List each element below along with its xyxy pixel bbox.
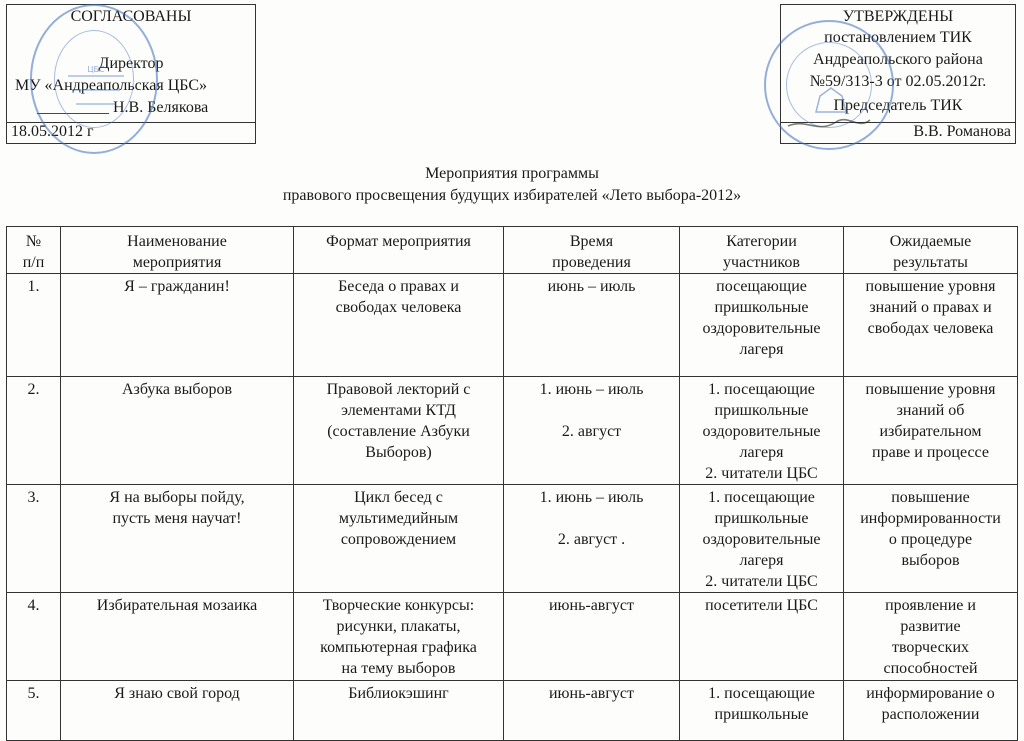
cell-number: 2. bbox=[7, 377, 61, 485]
cell-format: Цикл бесед с мультимедийным сопровождением bbox=[294, 485, 504, 593]
table-header-row bbox=[7, 227, 1018, 274]
stamp-emblem-icon bbox=[766, 22, 896, 152]
agreement-date: 18.05.2012 г bbox=[11, 123, 94, 140]
stamp-seal-icon bbox=[32, 6, 160, 156]
cell-participants: посетители ЦБС bbox=[680, 593, 844, 681]
signature-line-left: _________ Н.В. Белякова bbox=[37, 99, 209, 116]
cell-name: Я на выборы пойду, пусть меня научат! bbox=[61, 485, 294, 593]
cell-results: повышение уровня знаний об избирательном праве и процессе bbox=[844, 377, 1018, 485]
cell-results: повышение информированности о процедуре выборов bbox=[844, 485, 1018, 593]
table-row bbox=[7, 377, 1018, 485]
document-title-line1: Мероприятия программы bbox=[425, 165, 599, 182]
round-stamp-left bbox=[30, 4, 158, 154]
header-results: Ожидаемые результаты bbox=[844, 227, 1018, 274]
table-row bbox=[7, 681, 1018, 741]
header-number: № п/п bbox=[7, 227, 61, 274]
cell-time: июнь-август bbox=[504, 593, 680, 681]
round-stamp-right bbox=[764, 20, 894, 150]
header-format: Формат мероприятия bbox=[294, 227, 504, 274]
chairman-position: Председатель ТИК bbox=[833, 97, 963, 114]
district-line: Андреапольского района bbox=[813, 51, 983, 68]
cell-number: 1. bbox=[7, 274, 61, 377]
cell-format: Творческие конкурсы: рисунки, плакаты, компьютерная графика на тему выборов bbox=[294, 593, 504, 681]
table-row bbox=[7, 485, 1018, 593]
header-time: Время проведения bbox=[504, 227, 680, 274]
cell-participants: посещающие пришкольные оздоровительные лагеря bbox=[680, 274, 844, 377]
director-position: Директор bbox=[98, 55, 164, 72]
cell-participants: 1. посещающие пришкольные оздоровительные лагеря 2. читатели ЦБС bbox=[680, 377, 844, 485]
agreed-title: СОГЛАСОВАНЫ bbox=[70, 8, 192, 25]
table-row bbox=[7, 274, 1018, 377]
cell-time: июнь – июль bbox=[504, 274, 680, 377]
cell-time: 1. июнь – июль 2. август . bbox=[504, 485, 680, 593]
cell-name: Избирательная мозаика bbox=[61, 593, 294, 681]
resolution-line: постановлением ТИК bbox=[824, 29, 972, 46]
table-row bbox=[7, 593, 1018, 681]
cell-number: 3. bbox=[7, 485, 61, 593]
header-name: Наименование мероприятия bbox=[61, 227, 294, 274]
approved-title: УТВЕРЖДЕНЫ bbox=[842, 8, 954, 25]
cell-number: 4. bbox=[7, 593, 61, 681]
resolution-number: №59/313-3 от 02.05.2012г. bbox=[809, 73, 987, 90]
cell-name: Я знаю свой город bbox=[61, 681, 294, 741]
events-table bbox=[6, 226, 1018, 741]
organization-name: МУ «Андреапольская ЦБС» bbox=[15, 77, 208, 94]
cell-name: Я – гражданин! bbox=[61, 274, 294, 377]
chairman-name: В.В. Романова bbox=[913, 123, 1011, 140]
cell-results: информирование о расположении bbox=[844, 681, 1018, 741]
cell-format: Правовой лекторий с элементами КТД (составление Азбуки Выборов) bbox=[294, 377, 504, 485]
header-participants: Категории участников bbox=[680, 227, 844, 274]
cell-format: Библиокэшинг bbox=[294, 681, 504, 741]
cell-format: Беседа о правах и свободах человека bbox=[294, 274, 504, 377]
cell-participants: 1. посещающие пришкольные bbox=[680, 681, 844, 741]
cell-time: 1. июнь – июль 2. август bbox=[504, 377, 680, 485]
cell-name: Азбука выборов bbox=[61, 377, 294, 485]
svg-text:ЦБС: ЦБС bbox=[87, 65, 105, 74]
cell-number: 5. bbox=[7, 681, 61, 741]
cell-participants: 1. посещающие пришкольные оздоровительные лагеря 2. читатели ЦБС bbox=[680, 485, 844, 593]
cell-results: повышение уровня знаний о правах и свободах человека bbox=[844, 274, 1018, 377]
cell-results: проявление и развитие творческих способностей bbox=[844, 593, 1018, 681]
cell-time: июнь-август bbox=[504, 681, 680, 741]
document-title-line2: правового просвещения будущих избирателей «Лето выбора-2012» bbox=[282, 187, 742, 204]
